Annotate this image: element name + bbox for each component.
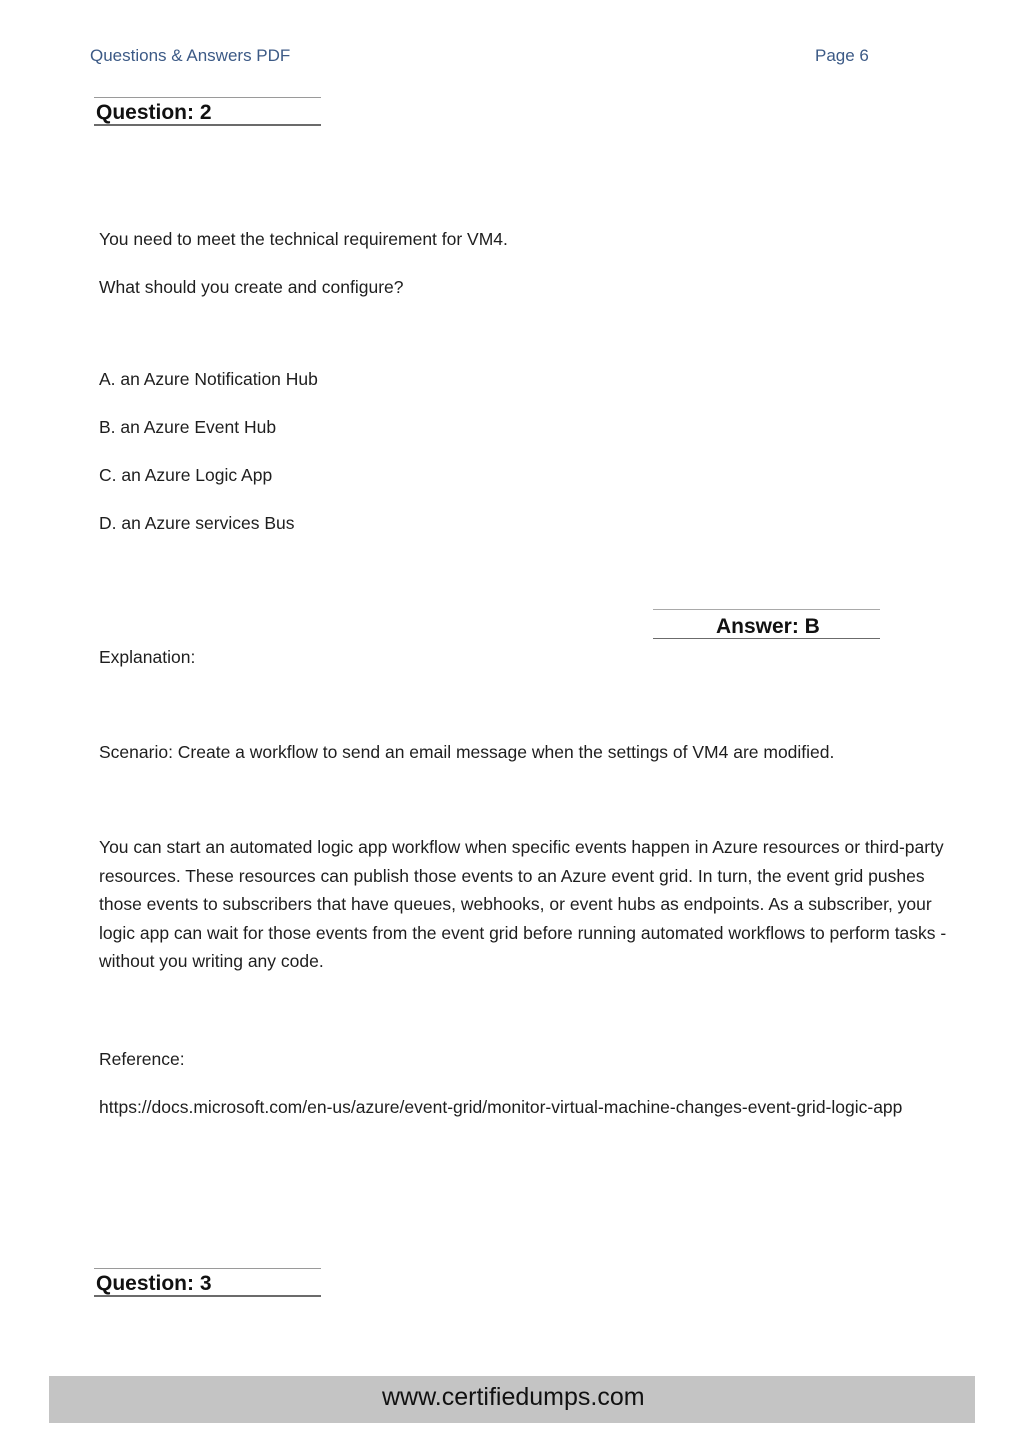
reference-url[interactable]: https://docs.microsoft.com/en-us/azure/event-grid/monitor-virtual-machine-changes-event-grid-logic-app bbox=[99, 1097, 903, 1117]
question-3-heading: Question: 3 bbox=[96, 1272, 212, 1295]
page-number: Page 6 bbox=[815, 46, 869, 65]
answer-label: Answer: B bbox=[716, 615, 820, 638]
question-ask: What should you create and configure? bbox=[99, 277, 404, 297]
explanation-label: Explanation: bbox=[99, 647, 196, 667]
question-2-heading-box bbox=[94, 97, 321, 126]
question-2-heading: Question: 2 bbox=[96, 101, 212, 124]
reference-label: Reference: bbox=[99, 1049, 185, 1069]
option-a: A. an Azure Notification Hub bbox=[99, 369, 318, 389]
question-prompt: You need to meet the technical requirement for VM4. bbox=[99, 229, 508, 249]
question-3-heading-box bbox=[94, 1268, 321, 1297]
option-d: D. an Azure services Bus bbox=[99, 513, 295, 533]
footer-site-link[interactable]: www.certifiedumps.com bbox=[382, 1383, 645, 1411]
explanation-body: You can start an automated logic app workflow when specific events happen in Azure resources or third-party resources. These resources can publish those events to an Azure event grid. In turn, the event grid pushes those events to subscribers that have queues, webhooks, or event hubs as endpoints. As a subscriber, your logic app can wait for those events from the event grid before running automated workflows to perform tasks - without you writing any code. bbox=[99, 837, 947, 972]
header-title: Questions & Answers PDF bbox=[90, 46, 291, 65]
option-c: C. an Azure Logic App bbox=[99, 465, 273, 485]
answer-box bbox=[653, 609, 880, 639]
scenario-text: Scenario: Create a workflow to send an email message when the settings of VM4 are modified. bbox=[99, 742, 835, 762]
option-b: B. an Azure Event Hub bbox=[99, 417, 277, 437]
